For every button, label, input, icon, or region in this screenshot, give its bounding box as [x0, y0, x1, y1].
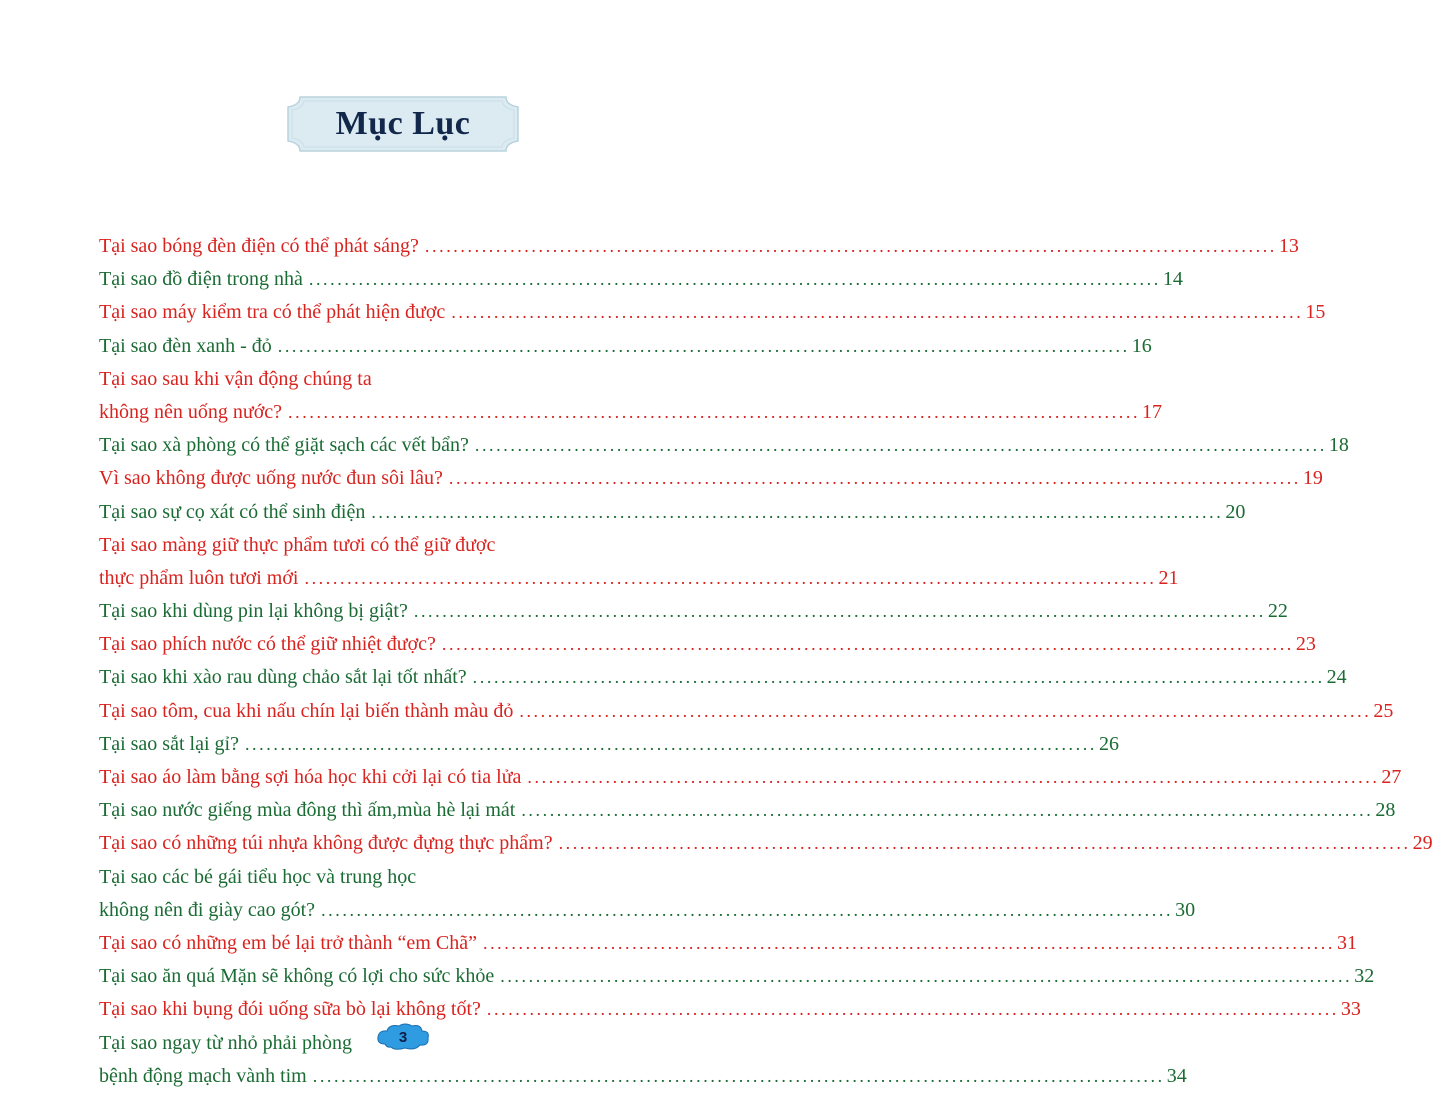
toc-entry: [99, 595, 1288, 628]
toc-entry-title: không nên đi giày cao gót?: [99, 898, 316, 921]
toc-entry-page: 34: [1166, 1064, 1187, 1087]
toc-entry: [99, 462, 1323, 495]
toc-entry: [99, 661, 1347, 694]
toc-entry-title: Tại sao xà phòng có thể giặt sạch các vết bẩn?: [99, 434, 469, 457]
toc-entry-page: 26: [1098, 732, 1119, 755]
toc-leader-dots: ........................................................................................................................: [244, 733, 1097, 754]
toc-entry: [99, 429, 1349, 462]
toc-leader-dots: ........................................................................................................................: [321, 899, 1174, 920]
toc-entry-title: Tại sao có những túi nhựa không được đựng thực phẩm?: [99, 832, 553, 855]
toc-entry: [99, 894, 1196, 927]
toc-entry-title: Tại sao có những em bé lại trở thành “em Chã”: [99, 931, 477, 954]
toc-entry-page: 15: [1305, 301, 1326, 324]
toc-entry: [99, 827, 1433, 860]
toc-entry: [99, 628, 1316, 661]
toc-entry-page: 21: [1158, 566, 1179, 589]
toc-entry: [99, 296, 1326, 329]
toc-entry-title: Tại sao các bé gái tiểu học và trung học: [99, 865, 417, 888]
toc-leader-dots: ........................................................................................................................: [371, 501, 1224, 522]
toc-entry-title: Tại sao nước giếng mùa đông thì ấm,mùa hè lại mát: [99, 799, 516, 822]
toc-entry-title: Tại sao sau khi vận động chúng ta: [99, 367, 372, 390]
toc-entry-page: 33: [1340, 998, 1361, 1021]
toc-leader-dots: ........................................................................................................................: [277, 335, 1130, 356]
toc-entry-page: 17: [1142, 400, 1163, 423]
toc-leader-dots: ........................................................................................................................: [474, 435, 1327, 456]
toc-entry-page: 23: [1295, 633, 1316, 656]
toc-entry-page: 28: [1375, 799, 1396, 822]
toc-leader-dots: ........................................................................................................................: [451, 302, 1304, 323]
toc-leader-dots: ........................................................................................................................: [441, 634, 1294, 655]
title-banner: [286, 95, 520, 153]
toc-leader-dots: ........................................................................................................................: [521, 800, 1374, 821]
toc-entry-title: Tại sao tôm, cua khi nấu chín lại biến thành màu đỏ: [99, 699, 514, 722]
toc-entry-page: 18: [1328, 434, 1349, 457]
toc-entry-title: Tại sao sự cọ xát có thể sinh điện: [99, 500, 366, 523]
toc-entry: [99, 396, 1163, 429]
toc-entry-page: 22: [1267, 600, 1288, 623]
toc-entry: [99, 562, 1179, 595]
toc-entry-title: Tại sao khi xào rau dùng chảo sắt lại tốt nhất?: [99, 666, 467, 689]
toc-entry-title: Vì sao không được uống nước đun sôi lâu?: [99, 467, 443, 490]
toc-leader-dots: ........................................................................................................................: [308, 269, 1161, 290]
toc-entry: [99, 263, 1183, 296]
toc-entry-page: 24: [1326, 666, 1347, 689]
toc-leader-dots: ........................................................................................................................: [558, 833, 1411, 854]
toc-entry-title: Tại sao phích nước có thể giữ nhiệt được?: [99, 633, 436, 656]
toc-entry-title: Tại sao màng giữ thực phẩm tươi có thể giữ được: [99, 533, 496, 556]
toc-entry-title: không nên uống nước?: [99, 400, 283, 423]
toc-leader-dots: ........................................................................................................................: [482, 932, 1335, 953]
toc-entry-page: 19: [1302, 467, 1323, 490]
toc-entry: [99, 529, 715, 562]
toc-leader-dots: ........................................................................................................................: [448, 468, 1301, 489]
toc-entry-title: Tại sao khi dùng pin lại không bị giật?: [99, 600, 408, 623]
toc-entry-title: bệnh động mạch vành tim: [99, 1064, 307, 1087]
toc-leader-dots: ........................................................................................................................: [472, 667, 1325, 688]
page-title: Mục Lục: [335, 105, 471, 142]
toc-entry-page: 20: [1225, 500, 1246, 523]
toc-entry-title: Tại sao áo làm bằng sợi hóa học khi cởi lại có tia lửa: [99, 766, 522, 788]
toc-entry-page: 27: [1381, 766, 1402, 788]
toc-entry: [99, 960, 1375, 993]
toc-entry-title: Tại sao đồ điện trong nhà: [99, 268, 303, 291]
toc-leader-dots: ........................................................................................................................: [312, 1065, 1165, 1086]
toc-leader-dots: ........................................................................................................................: [304, 567, 1157, 588]
toc-entry: [99, 330, 1152, 363]
toc-entry-title: Tại sao ăn quá Mặn sẽ không có lợi cho sức khỏe: [99, 965, 495, 988]
toc-entry-page: 13: [1278, 235, 1299, 257]
toc-entry-page: 16: [1131, 334, 1152, 357]
toc-leader-dots: ........................................................................................................................: [486, 999, 1339, 1020]
toc-entry: [99, 794, 1396, 827]
toc-entry-page: 30: [1175, 898, 1196, 921]
toc-entry-title: Tại sao máy kiểm tra có thể phát hiện được: [99, 301, 446, 324]
toc-entry-page: 14: [1162, 268, 1183, 291]
toc-entry-page: 25: [1373, 699, 1394, 722]
toc-leader-dots: ........................................................................................................................: [413, 601, 1266, 622]
toc-leader-dots: ........................................................................................................................: [424, 236, 1277, 256]
toc-entry: [99, 496, 1246, 529]
toc-entry: [99, 761, 1402, 794]
toc-entry-title: Tại sao bóng đèn điện có thể phát sáng?: [99, 235, 419, 257]
toc-entry-title: Tại sao đèn xanh - đỏ: [99, 334, 272, 357]
table-of-contents: [99, 230, 1433, 1093]
toc-entry: [99, 230, 1299, 263]
page-number-badge: [375, 1022, 431, 1052]
toc-entry-title: Tại sao sắt lại gỉ?: [99, 732, 239, 755]
toc-entry-title: thực phẩm luôn tươi mới: [99, 566, 299, 589]
toc-leader-dots: ........................................................................................................................: [288, 401, 1141, 422]
toc-entry: [99, 861, 715, 894]
toc-entry-title: Tại sao khi bụng đói uống sữa bò lại không tốt?: [99, 998, 481, 1021]
page-number: 3: [398, 1028, 408, 1046]
toc-leader-dots: ........................................................................................................................: [519, 700, 1372, 721]
toc-entry-title: Tại sao ngay từ nhỏ phải phòng: [99, 1031, 353, 1054]
toc-entry-page: 32: [1354, 965, 1375, 988]
toc-entry: [99, 695, 1394, 728]
toc-entry: [99, 927, 1357, 960]
toc-entry-page: 29: [1412, 832, 1433, 855]
toc-entry-page: 31: [1336, 931, 1357, 954]
toc-entry: [99, 728, 1119, 761]
toc-entry: [99, 363, 715, 396]
toc-leader-dots: ........................................................................................................................: [527, 767, 1380, 787]
toc-leader-dots: ........................................................................................................................: [500, 966, 1353, 987]
toc-entry: [99, 1060, 1187, 1093]
